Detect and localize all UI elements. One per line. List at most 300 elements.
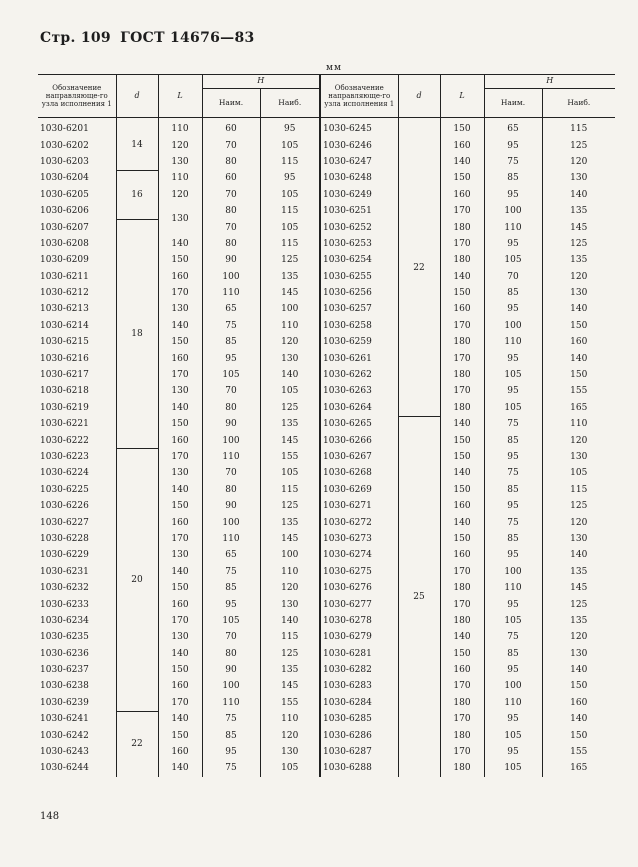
designation-cell: 1030-6241 xyxy=(40,714,89,725)
H-max-cell: 105 xyxy=(260,760,320,776)
L-cell: 150 xyxy=(440,432,484,448)
col-H-left: H xyxy=(202,74,320,89)
L-cell: 130 xyxy=(158,629,202,645)
H-min-cell: 100 xyxy=(202,269,260,285)
H-min-cell: 90 xyxy=(202,252,260,268)
H-min-cell: 70 xyxy=(202,383,260,399)
H-min-cell: 105 xyxy=(484,760,542,776)
designation-cell: 1030-6237 xyxy=(40,665,89,676)
table-row xyxy=(38,219,615,235)
L-cell: 140 xyxy=(158,760,202,776)
H-min-cell: 100 xyxy=(484,203,542,219)
designation-cell: 1030-6235 xyxy=(40,632,89,643)
H-max-cell: 115 xyxy=(260,482,320,498)
L-cell: 170 xyxy=(440,596,484,612)
H-max-cell: 115 xyxy=(260,203,320,219)
H-max-cell: 135 xyxy=(260,514,320,530)
designation-cell: 1030-6246 xyxy=(320,137,398,153)
H-min-cell: 65 xyxy=(484,118,542,138)
H-max-cell: 130 xyxy=(542,170,615,186)
designation-cell: 1030-6238 xyxy=(40,681,89,692)
H-min-cell: 100 xyxy=(484,678,542,694)
designation-cell: 1030-6265 xyxy=(320,416,398,432)
H-min-cell: 65 xyxy=(202,301,260,317)
L-cell: 140 xyxy=(440,514,484,530)
H-max-cell: 135 xyxy=(542,252,615,268)
H-min-cell: 80 xyxy=(202,203,260,219)
designation-cell: 1030-6226 xyxy=(40,501,89,512)
H-min-cell: 70 xyxy=(202,629,260,645)
H-max-cell: 135 xyxy=(260,662,320,678)
H-max-cell: 160 xyxy=(542,334,615,350)
L-cell: 160 xyxy=(158,514,202,530)
designation-cell: 1030-6275 xyxy=(320,564,398,580)
designation-cell: 1030-6269 xyxy=(320,482,398,498)
d-cell: 18 xyxy=(116,219,158,448)
H-max-cell: 130 xyxy=(542,531,615,547)
col-d-right: d xyxy=(398,74,440,118)
designation-cell: 1030-6251 xyxy=(320,203,398,219)
L-cell: 160 xyxy=(158,678,202,694)
designation-cell: 1030-6201 xyxy=(40,124,89,135)
L-cell: 140 xyxy=(158,400,202,416)
H-max-cell: 125 xyxy=(260,646,320,662)
H-min-cell: 95 xyxy=(484,596,542,612)
H-min-cell: 90 xyxy=(202,416,260,432)
dimensions-table xyxy=(38,74,615,777)
H-max-cell: 125 xyxy=(542,236,615,252)
L-cell: 180 xyxy=(440,367,484,383)
designation-cell: 1030-6247 xyxy=(320,154,398,170)
H-max-cell: 115 xyxy=(542,118,615,138)
L-cell: 180 xyxy=(440,727,484,743)
H-min-cell: 80 xyxy=(202,646,260,662)
designation-cell: 1030-6213 xyxy=(40,304,89,315)
H-min-cell: 70 xyxy=(202,137,260,153)
H-min-cell: 95 xyxy=(484,137,542,153)
H-min-cell: 85 xyxy=(202,580,260,596)
col-designation-left: Обозначение направляюще-го узла исполнения 1 xyxy=(38,74,116,118)
H-max-cell: 140 xyxy=(542,711,615,727)
H-max-cell: 145 xyxy=(260,432,320,448)
H-min-cell: 80 xyxy=(202,400,260,416)
H-min-cell: 75 xyxy=(202,318,260,334)
H-max-cell: 120 xyxy=(542,269,615,285)
L-cell: 170 xyxy=(158,367,202,383)
designation-cell: 1030-6266 xyxy=(320,432,398,448)
H-min-cell: 95 xyxy=(202,350,260,366)
d-cell: 25 xyxy=(398,416,440,777)
H-max-cell: 140 xyxy=(260,613,320,629)
H-max-cell: 95 xyxy=(260,170,320,186)
designation-cell: 1030-6242 xyxy=(40,730,89,741)
L-cell: 160 xyxy=(440,187,484,203)
units-label: мм xyxy=(326,63,343,73)
L-cell: 180 xyxy=(440,760,484,776)
H-min-cell: 95 xyxy=(484,301,542,317)
designation-cell: 1030-6277 xyxy=(320,596,398,612)
H-max-cell: 135 xyxy=(260,416,320,432)
page-header xyxy=(40,30,255,46)
L-cell: 160 xyxy=(440,547,484,563)
designation-cell: 1030-6216 xyxy=(40,353,89,364)
H-min-cell: 95 xyxy=(484,383,542,399)
H-min-cell: 100 xyxy=(202,514,260,530)
L-cell: 170 xyxy=(158,613,202,629)
L-cell: 140 xyxy=(440,269,484,285)
designation-cell: 1030-6268 xyxy=(320,465,398,481)
L-cell: 160 xyxy=(158,744,202,760)
H-max-cell: 135 xyxy=(542,564,615,580)
H-max-cell: 165 xyxy=(542,400,615,416)
H-max-cell: 130 xyxy=(260,744,320,760)
L-cell: 150 xyxy=(158,727,202,743)
H-min-cell: 70 xyxy=(202,465,260,481)
L-cell: 130 xyxy=(158,465,202,481)
L-cell: 170 xyxy=(440,203,484,219)
H-max-cell: 125 xyxy=(260,400,320,416)
H-min-cell: 95 xyxy=(484,662,542,678)
H-max-cell: 105 xyxy=(260,137,320,153)
designation-cell: 1030-6209 xyxy=(40,255,89,266)
designation-cell: 1030-6257 xyxy=(320,301,398,317)
H-max-cell: 165 xyxy=(542,760,615,776)
L-cell: 140 xyxy=(440,465,484,481)
H-max-cell: 150 xyxy=(542,727,615,743)
L-cell: 130 xyxy=(158,547,202,563)
H-min-cell: 105 xyxy=(484,727,542,743)
H-min-cell: 80 xyxy=(202,482,260,498)
designation-cell: 1030-6223 xyxy=(40,452,89,462)
L-cell: 140 xyxy=(440,629,484,645)
H-min-cell: 95 xyxy=(484,449,542,465)
L-cell: 170 xyxy=(440,744,484,760)
H-max-cell: 150 xyxy=(542,318,615,334)
L-cell: 110 xyxy=(158,170,202,186)
H-max-cell: 95 xyxy=(260,118,320,138)
L-cell: 180 xyxy=(440,580,484,596)
designation-cell: 1030-6244 xyxy=(40,763,89,774)
H-min-cell: 85 xyxy=(202,727,260,743)
designation-cell: 1030-6208 xyxy=(40,238,89,249)
L-cell: 150 xyxy=(440,646,484,662)
H-max-cell: 110 xyxy=(260,711,320,727)
H-max-cell: 120 xyxy=(542,629,615,645)
H-max-cell: 145 xyxy=(260,285,320,301)
H-max-cell: 105 xyxy=(260,187,320,203)
designation-cell: 1030-6253 xyxy=(320,236,398,252)
d-cell: 22 xyxy=(116,711,158,777)
designation-cell: 1030-6285 xyxy=(320,711,398,727)
H-max-cell: 135 xyxy=(542,203,615,219)
H-min-cell: 105 xyxy=(484,252,542,268)
H-min-cell: 110 xyxy=(484,219,542,235)
H-max-cell: 135 xyxy=(260,269,320,285)
H-min-cell: 100 xyxy=(484,318,542,334)
designation-cell: 1030-6258 xyxy=(320,318,398,334)
H-min-cell: 95 xyxy=(484,744,542,760)
L-cell: 170 xyxy=(158,449,202,465)
designation-cell: 1030-6278 xyxy=(320,613,398,629)
H-max-cell: 120 xyxy=(542,514,615,530)
designation-cell: 1030-6272 xyxy=(320,514,398,530)
H-max-cell: 140 xyxy=(542,187,615,203)
designation-cell: 1030-6232 xyxy=(40,583,89,594)
H-max-cell: 100 xyxy=(260,301,320,317)
designation-cell: 1030-6215 xyxy=(40,337,89,348)
L-cell: 170 xyxy=(440,236,484,252)
table-row xyxy=(38,449,615,465)
L-cell: 170 xyxy=(440,318,484,334)
H-min-cell: 85 xyxy=(202,334,260,350)
L-cell: 170 xyxy=(158,285,202,301)
L-cell: 150 xyxy=(158,416,202,432)
H-max-cell: 155 xyxy=(542,744,615,760)
H-max-cell: 120 xyxy=(260,727,320,743)
H-max-cell: 105 xyxy=(260,465,320,481)
H-min-cell: 110 xyxy=(202,531,260,547)
designation-cell: 1030-6243 xyxy=(40,747,89,758)
designation-cell: 1030-6256 xyxy=(320,285,398,301)
H-max-cell: 115 xyxy=(260,629,320,645)
designation-cell: 1030-6264 xyxy=(320,400,398,416)
H-max-cell: 145 xyxy=(260,531,320,547)
designation-cell: 1030-6249 xyxy=(320,187,398,203)
H-max-cell: 120 xyxy=(542,154,615,170)
H-max-cell: 125 xyxy=(542,498,615,514)
L-cell: 120 xyxy=(158,137,202,153)
H-max-cell: 120 xyxy=(260,334,320,350)
H-min-cell: 85 xyxy=(484,646,542,662)
designation-cell: 1030-6273 xyxy=(320,531,398,547)
L-cell: 160 xyxy=(440,137,484,153)
designation-cell: 1030-6206 xyxy=(40,206,89,217)
d-cell: 22 xyxy=(398,118,440,417)
H-min-cell: 110 xyxy=(484,334,542,350)
designation-cell: 1030-6234 xyxy=(40,615,89,626)
L-cell: 150 xyxy=(158,498,202,514)
H-min-cell: 110 xyxy=(202,449,260,465)
H-min-cell: 95 xyxy=(484,350,542,366)
H-min-cell: 110 xyxy=(202,695,260,711)
H-min-cell: 75 xyxy=(202,760,260,776)
L-cell: 130 xyxy=(158,301,202,317)
designation-cell: 1030-6255 xyxy=(320,269,398,285)
H-max-cell: 135 xyxy=(542,613,615,629)
L-cell: 140 xyxy=(158,711,202,727)
H-max-cell: 145 xyxy=(542,219,615,235)
H-min-cell: 95 xyxy=(484,547,542,563)
L-cell: 170 xyxy=(440,564,484,580)
H-min-cell: 85 xyxy=(484,170,542,186)
H-min-cell: 75 xyxy=(202,711,260,727)
H-max-cell: 110 xyxy=(542,416,615,432)
designation-cell: 1030-6286 xyxy=(320,727,398,743)
H-max-cell: 140 xyxy=(542,662,615,678)
L-cell: 120 xyxy=(158,187,202,203)
H-min-cell: 95 xyxy=(484,498,542,514)
L-cell: 150 xyxy=(440,118,484,138)
H-max-cell: 140 xyxy=(542,547,615,563)
col-d-left: d xyxy=(116,74,158,118)
designation-cell: 1030-6279 xyxy=(320,629,398,645)
L-cell: 160 xyxy=(440,301,484,317)
L-cell: 150 xyxy=(158,252,202,268)
designation-cell: 1030-6204 xyxy=(40,173,89,184)
designation-cell: 1030-6263 xyxy=(320,383,398,399)
L-cell: 160 xyxy=(158,432,202,448)
col-L-left: L xyxy=(158,74,202,118)
H-max-cell: 155 xyxy=(542,383,615,399)
H-max-cell: 130 xyxy=(542,449,615,465)
H-min-cell: 105 xyxy=(484,367,542,383)
col-H-min-left: Наим. xyxy=(202,89,260,118)
designation-cell: 1030-6202 xyxy=(40,140,89,151)
H-max-cell: 150 xyxy=(542,678,615,694)
H-min-cell: 110 xyxy=(202,285,260,301)
H-max-cell: 150 xyxy=(542,367,615,383)
H-min-cell: 80 xyxy=(202,154,260,170)
designation-cell: 1030-6228 xyxy=(40,533,89,544)
L-cell: 180 xyxy=(440,400,484,416)
designation-cell: 1030-6221 xyxy=(40,419,89,430)
designation-cell: 1030-6225 xyxy=(40,484,89,495)
designation-cell: 1030-6211 xyxy=(40,271,89,282)
H-max-cell: 125 xyxy=(542,596,615,612)
H-min-cell: 85 xyxy=(484,482,542,498)
L-cell: 180 xyxy=(440,252,484,268)
H-max-cell: 145 xyxy=(542,580,615,596)
H-max-cell: 105 xyxy=(542,465,615,481)
L-cell: 180 xyxy=(440,219,484,235)
H-min-cell: 70 xyxy=(484,269,542,285)
H-max-cell: 140 xyxy=(260,367,320,383)
L-cell: 140 xyxy=(158,646,202,662)
L-cell: 140 xyxy=(158,482,202,498)
H-min-cell: 105 xyxy=(202,613,260,629)
L-cell: 140 xyxy=(440,154,484,170)
H-min-cell: 105 xyxy=(484,400,542,416)
L-cell: 140 xyxy=(158,564,202,580)
L-cell: 160 xyxy=(440,498,484,514)
designation-cell: 1030-6245 xyxy=(320,118,398,138)
designation-cell: 1030-6288 xyxy=(320,760,398,776)
H-max-cell: 100 xyxy=(260,547,320,563)
col-L-right: L xyxy=(440,74,484,118)
designation-cell: 1030-6287 xyxy=(320,744,398,760)
L-cell: 170 xyxy=(440,678,484,694)
H-min-cell: 70 xyxy=(202,219,260,235)
H-max-cell: 130 xyxy=(542,646,615,662)
designation-cell: 1030-6239 xyxy=(40,697,89,708)
H-max-cell: 110 xyxy=(260,564,320,580)
L-cell: 170 xyxy=(158,531,202,547)
L-cell: 130 xyxy=(158,383,202,399)
H-min-cell: 90 xyxy=(202,662,260,678)
H-max-cell: 120 xyxy=(542,432,615,448)
H-min-cell: 75 xyxy=(484,416,542,432)
L-cell: 130 xyxy=(158,203,202,236)
H-min-cell: 85 xyxy=(484,285,542,301)
L-cell: 150 xyxy=(440,449,484,465)
L-cell: 170 xyxy=(158,695,202,711)
designation-cell: 1030-6231 xyxy=(40,566,89,577)
col-H-min-right: Наим. xyxy=(484,89,542,118)
H-min-cell: 110 xyxy=(484,695,542,711)
H-min-cell: 75 xyxy=(202,564,260,580)
H-min-cell: 75 xyxy=(484,514,542,530)
designation-cell: 1030-6229 xyxy=(40,550,89,561)
L-cell: 140 xyxy=(440,416,484,432)
H-max-cell: 130 xyxy=(542,285,615,301)
L-cell: 170 xyxy=(440,711,484,727)
designation-cell: 1030-6282 xyxy=(320,662,398,678)
table-body xyxy=(38,118,615,777)
designation-cell: 1030-6218 xyxy=(40,386,89,397)
H-min-cell: 110 xyxy=(484,580,542,596)
designation-cell: 1030-6259 xyxy=(320,334,398,350)
H-min-cell: 105 xyxy=(202,367,260,383)
L-cell: 160 xyxy=(158,596,202,612)
d-cell: 20 xyxy=(116,449,158,711)
designation-cell: 1030-6207 xyxy=(40,222,89,233)
designation-cell: 1030-6262 xyxy=(320,367,398,383)
H-min-cell: 100 xyxy=(202,678,260,694)
table-row xyxy=(38,711,615,727)
H-max-cell: 115 xyxy=(260,236,320,252)
designation-cell: 1030-6236 xyxy=(40,648,89,659)
table-row xyxy=(38,170,615,186)
designation-cell: 1030-6281 xyxy=(320,646,398,662)
H-max-cell: 115 xyxy=(542,482,615,498)
H-max-cell: 155 xyxy=(260,449,320,465)
H-min-cell: 65 xyxy=(202,547,260,563)
L-cell: 160 xyxy=(158,350,202,366)
H-min-cell: 80 xyxy=(202,236,260,252)
H-max-cell: 145 xyxy=(260,678,320,694)
L-cell: 150 xyxy=(440,285,484,301)
H-min-cell: 85 xyxy=(484,531,542,547)
designation-cell: 1030-6267 xyxy=(320,449,398,465)
H-max-cell: 140 xyxy=(542,301,615,317)
designation-cell: 1030-6276 xyxy=(320,580,398,596)
H-min-cell: 95 xyxy=(484,711,542,727)
designation-cell: 1030-6219 xyxy=(40,402,89,413)
L-cell: 180 xyxy=(440,334,484,350)
H-min-cell: 85 xyxy=(484,432,542,448)
L-cell: 150 xyxy=(440,170,484,186)
designation-cell: 1030-6227 xyxy=(40,517,89,528)
col-H-max-left: Наиб. xyxy=(260,89,320,118)
H-min-cell: 60 xyxy=(202,118,260,138)
designation-cell: 1030-6284 xyxy=(320,695,398,711)
H-min-cell: 60 xyxy=(202,170,260,186)
H-max-cell: 115 xyxy=(260,154,320,170)
designation-cell: 1030-6212 xyxy=(40,288,89,299)
L-cell: 150 xyxy=(440,531,484,547)
table-row xyxy=(38,118,615,138)
d-cell: 14 xyxy=(116,118,158,171)
H-min-cell: 100 xyxy=(484,564,542,580)
L-cell: 170 xyxy=(440,350,484,366)
designation-cell: 1030-6283 xyxy=(320,678,398,694)
header-page-ref: Стр. 109 xyxy=(40,30,111,46)
col-H-right: H xyxy=(484,74,615,89)
H-min-cell: 95 xyxy=(202,744,260,760)
L-cell: 180 xyxy=(440,613,484,629)
col-H-max-right: Наиб. xyxy=(542,89,615,118)
H-min-cell: 95 xyxy=(202,596,260,612)
